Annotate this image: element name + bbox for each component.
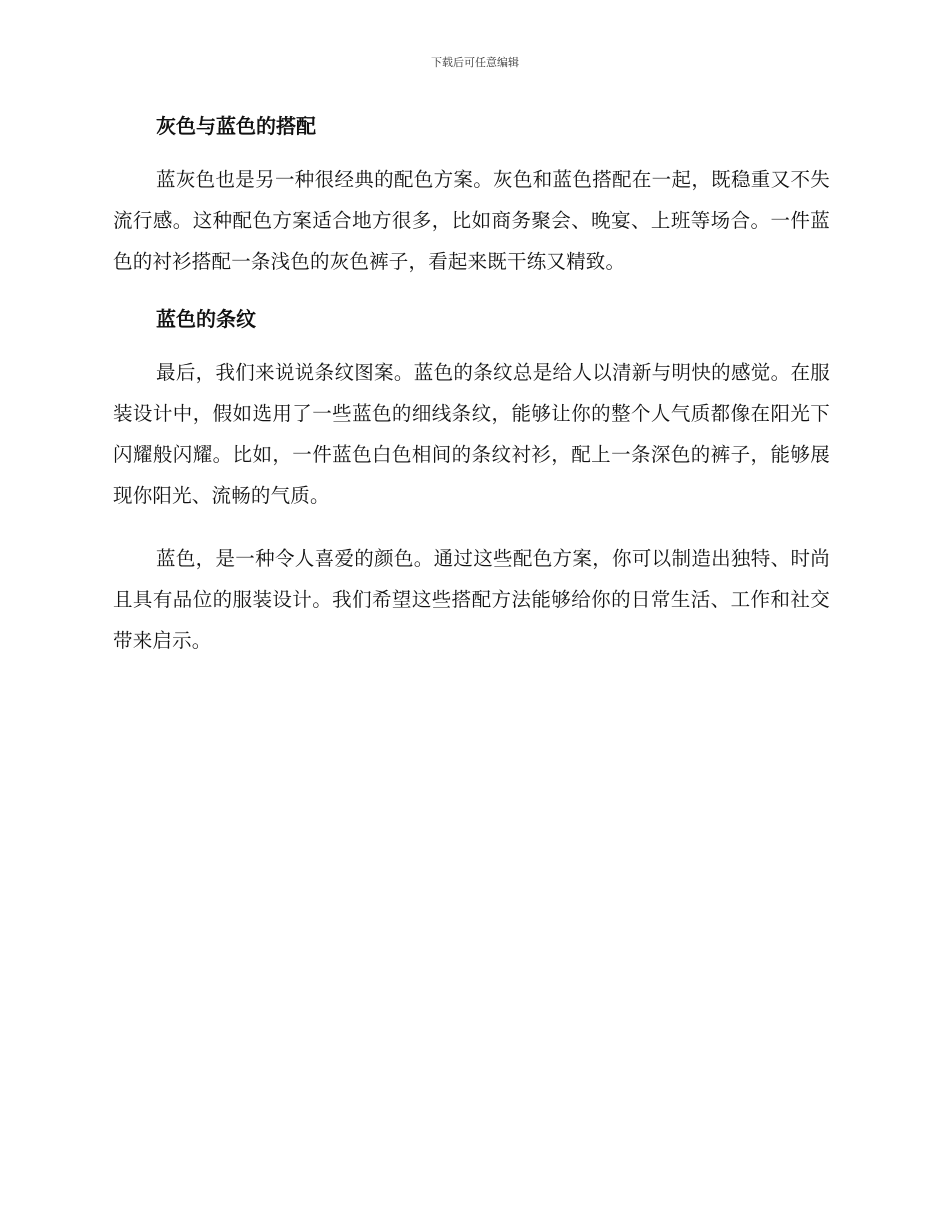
paragraph: 最后，我们来说说条纹图案。蓝色的条纹总是给人以清新与明快的感觉。在服装设计中，假如选用了一些蓝色的细线条纹，能够让你的整个人气质都像在阳光下闪耀般闪耀。比如，一件蓝色白色相间的条纹衬衫，配上一条深色的裤子，能够展现你阳光、流畅的气质。 — [113, 361, 830, 507]
section-blue-stripes — [113, 304, 830, 661]
section-gray-blue — [113, 111, 830, 282]
page-header-note: 下载后可任意编辑 — [431, 56, 519, 69]
paragraph: 蓝灰色也是另一种很经典的配色方案。灰色和蓝色搭配在一起，既稳重又不失流行感。这种配色方案适合地方很多，比如商务聚会、晚宴、上班等场合。一件蓝色的衬衫搭配一条浅色的灰色裤子，看起来既干练又精致。 — [113, 168, 830, 273]
section-heading: 蓝色的条纹 — [156, 307, 256, 331]
document-body — [113, 111, 830, 683]
paragraph: 蓝色，是一种令人喜爱的颜色。通过这些配色方案，你可以制造出独特、时尚且具有品位的服装设计。我们希望这些搭配方法能够给你的日常生活、工作和社交带来启示。 — [113, 547, 830, 652]
section-heading: 灰色与蓝色的搭配 — [156, 114, 316, 138]
